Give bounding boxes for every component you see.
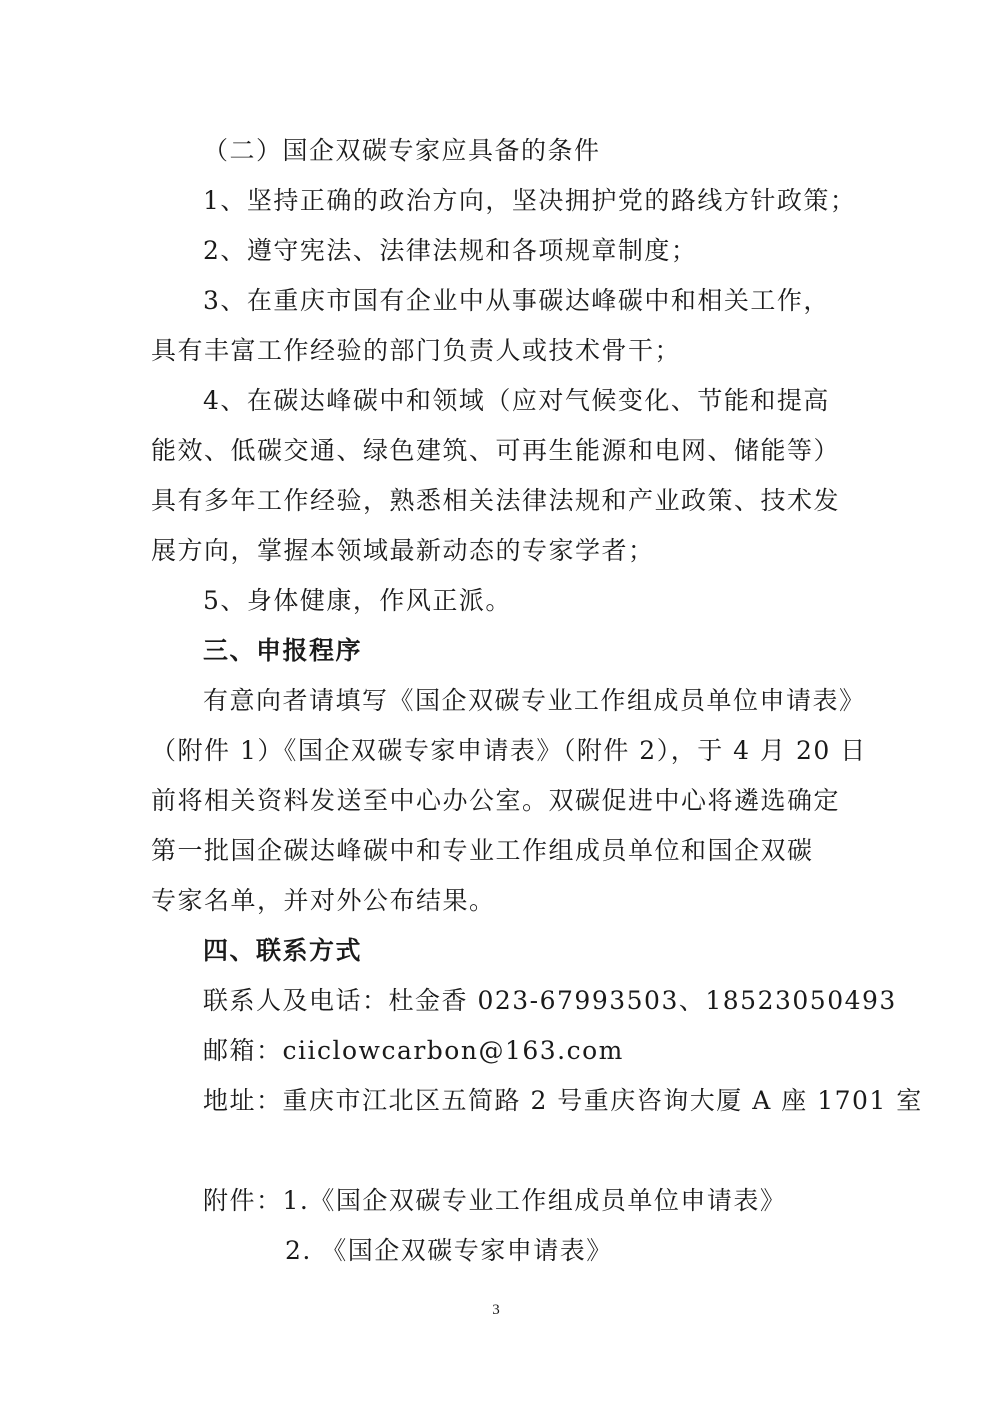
contact-heading: 四、联系方式	[203, 936, 363, 965]
condition-item: 3、在重庆市国有企业中从事碳达峰碳中和相关工作，	[203, 286, 830, 315]
condition-item: 4、在碳达峰碳中和领域（应对气候变化、节能和提高	[203, 386, 830, 415]
page-number: 3	[492, 1302, 500, 1318]
condition-item: 5、身体健康，作风正派。	[203, 586, 512, 615]
section-title: （二）国企双碳专家应具备的条件	[203, 136, 601, 165]
contact-person: 联系人及电话：杜金香 023-67993503、18523050493	[203, 986, 897, 1015]
condition-item: 1、坚持正确的政治方向，坚决拥护党的路线方针政策；	[203, 186, 857, 215]
condition-item-continued: 展方向，掌握本领域最新动态的专家学者；	[151, 536, 655, 565]
condition-item-continued: 能效、低碳交通、绿色建筑、可再生能源和电网、储能等）	[151, 436, 841, 465]
condition-item-continued: 具有丰富工作经验的部门负责人或技术骨干；	[151, 336, 682, 365]
attachment-item-1: 附件：1.《国企双碳专业工作组成员单位申请表》	[203, 1186, 787, 1215]
procedure-text: 第一批国企碳达峰碳中和专业工作组成员单位和国企双碳	[151, 836, 814, 865]
procedure-text: 专家名单，并对外公布结果。	[151, 886, 496, 915]
contact-email: 邮箱：ciiclowcarbon@163.com	[203, 1036, 624, 1065]
procedure-text: 有意向者请填写《国企双碳专业工作组成员单位申请表》	[203, 686, 866, 715]
condition-item: 2、遵守宪法、法律法规和各项规章制度；	[203, 236, 698, 265]
procedure-heading: 三、申报程序	[203, 636, 363, 665]
contact-address: 地址：重庆市江北区五简路 2 号重庆咨询大厦 A 座 1701 室	[203, 1086, 923, 1115]
attachment-item-2: 2. 《国企双碳专家申请表》	[285, 1236, 613, 1265]
procedure-text: 前将相关资料发送至中心办公室。双碳促进中心将遴选确定	[151, 786, 841, 815]
procedure-text: （附件 1）《国企双碳专家申请表》（附件 2），于 4 月 20 日	[151, 736, 867, 765]
condition-item-continued: 具有多年工作经验，熟悉相关法律法规和产业政策、技术发	[151, 486, 841, 515]
